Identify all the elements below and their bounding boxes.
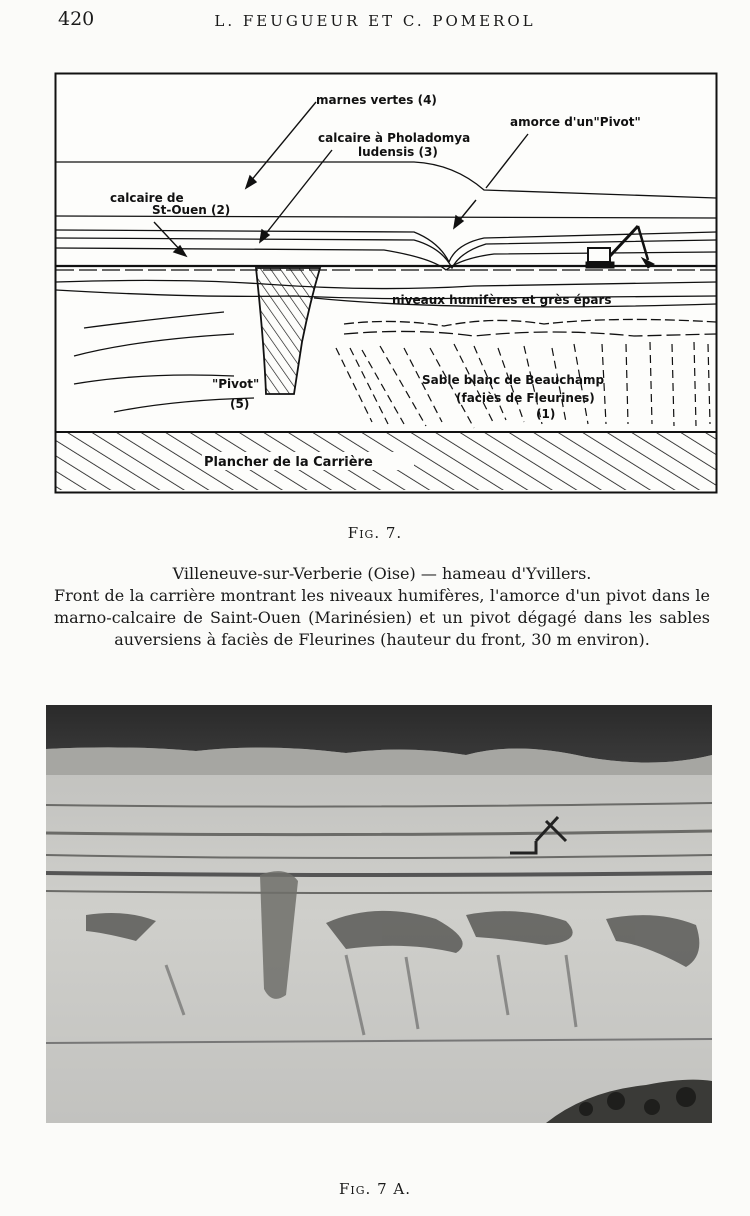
figure-7-caption [0, 524, 750, 542]
label-facies-fleurines: (faciès de Fleurines) [456, 391, 595, 405]
label-marnes-vertes: marnes vertes (4) [316, 93, 437, 107]
quarry-floor [56, 432, 716, 490]
label-amorce-pivot: amorce d'un"Pivot" [510, 115, 641, 129]
figure-7a-caption-number: 7 A. [377, 1180, 411, 1198]
label-pivot: "Pivot" [212, 377, 260, 391]
description-body: Front de la carrière montrant les niveaux humifères, l'amorce d'un pivot dans le marno-calcaire de Saint-Ouen (Marinésien) et un pivot dégagé dans les sables auversiens à faciès de Fleurines (hauteur du front, 30 m environ). [54, 586, 710, 649]
figure-7-diagram [54, 72, 718, 494]
label-st-ouen: St-Ouen (2) [152, 203, 231, 217]
label-niveaux-humiferes: niveaux humifères et grès épars [392, 293, 612, 307]
figure-7a-caption-prefix: Fig. [338, 1180, 372, 1198]
page-number: 420 [58, 8, 95, 30]
description-location: Villeneuve-sur-Verberie (Oise) — hameau d'Yvillers. [172, 564, 592, 583]
label-ludensis: ludensis (3) [358, 145, 438, 159]
label-pivot-number: (5) [230, 397, 250, 411]
running-title: L. FEUGUEUR ET C. POMEROL [214, 12, 536, 30]
label-calcaire-pholadomya: calcaire à Pholadomya [318, 131, 471, 145]
label-plancher: Plancher de la Carrière [204, 455, 373, 470]
quarry-photo [46, 705, 712, 1123]
label-sable-blanc: Sable blanc de Beauchamp [422, 373, 605, 387]
figure-description [54, 563, 710, 651]
label-calcaire-de: calcaire de [110, 191, 184, 205]
label-sable-number: (1) [536, 407, 556, 421]
figure-7a-caption [0, 1180, 750, 1198]
figure-7-caption-number: 7. [385, 524, 403, 542]
figure-7-caption-prefix: Fig. [347, 524, 381, 542]
